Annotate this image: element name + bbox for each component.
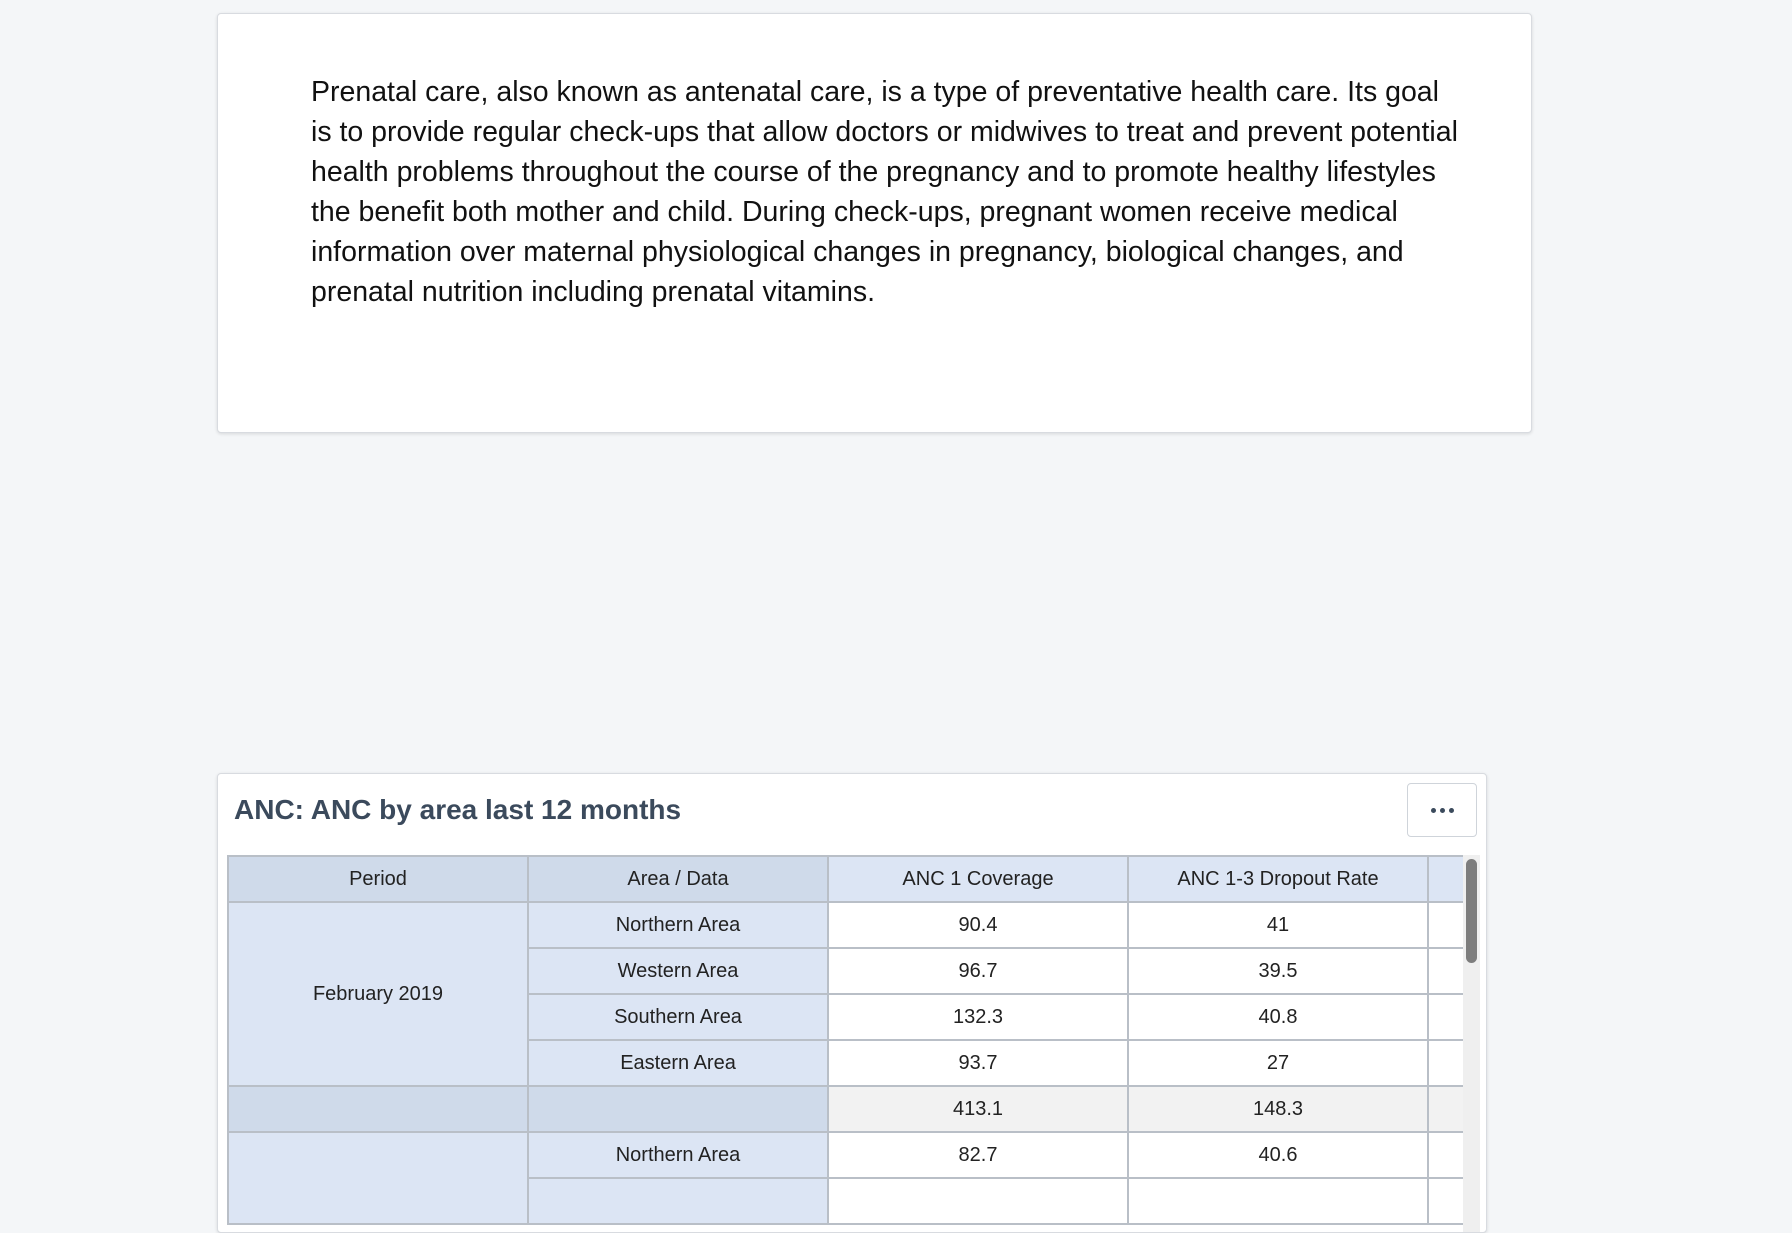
more-horizontal-icon (1429, 808, 1456, 813)
vertical-scrollbar[interactable] (1463, 855, 1480, 1233)
header-period: Period (228, 856, 528, 902)
area-cell: Northern Area (528, 1132, 828, 1178)
header-row (228, 856, 1463, 902)
value-cell: 41 (1128, 902, 1428, 948)
pivot-table-scroll-area[interactable] (227, 855, 1463, 1233)
value-cell (1428, 1040, 1463, 1086)
value-cell: 96.7 (828, 948, 1128, 994)
value-cell (1128, 1178, 1428, 1224)
area-cell: Eastern Area (528, 1040, 828, 1086)
value-cell: 82.7 (828, 1132, 1128, 1178)
total-value-cell: 148.3 (1128, 1086, 1428, 1132)
card-title: ANC: ANC by area last 12 months (234, 794, 682, 825)
period-cell: February 2019 (228, 902, 528, 1086)
value-cell: 93.7 (828, 1040, 1128, 1086)
period-cell (228, 1132, 528, 1224)
value-cell: 39.5 (1128, 948, 1428, 994)
value-cell: 40.8 (1128, 994, 1428, 1040)
description-card (217, 13, 1532, 433)
total-area-cell (528, 1086, 828, 1132)
pivot-table (227, 855, 1463, 1225)
header-anc-dropout-rate: ANC 1-3 Dropout Rate (1128, 856, 1428, 902)
value-cell (1428, 1132, 1463, 1178)
total-row (228, 1086, 1463, 1132)
value-cell (1428, 948, 1463, 994)
area-cell: Western Area (528, 948, 828, 994)
area-cell: Southern Area (528, 994, 828, 1040)
table-row (228, 1132, 1463, 1178)
description-text: Prenatal care, also known as antenatal care, is a type of preventative health care. Its goal is to provide regular check-ups that allow doctors or midwives to treat and prevent potential health problems throughout the course of the pregnancy and to promote healthy lifestyles the benefit both mother and child. During check-ups, pregnant women receive medical information over maternal physiological changes in pregnancy, biological changes, and prenatal nutrition including prenatal vitamins. (311, 76, 1458, 308)
total-value-cell: 413.1 (828, 1086, 1128, 1132)
total-period-cell (228, 1086, 528, 1132)
table-row (228, 902, 1463, 948)
header-anc1-coverage: ANC 1 Coverage (828, 856, 1128, 902)
value-cell (1428, 994, 1463, 1040)
value-cell: 40.6 (1128, 1132, 1428, 1178)
value-cell (1428, 1178, 1463, 1224)
value-cell: 132.3 (828, 994, 1128, 1040)
total-value-cell (1428, 1086, 1463, 1132)
value-cell (828, 1178, 1128, 1224)
value-cell: 27 (1128, 1040, 1428, 1086)
pivot-table-card (217, 773, 1487, 1233)
card-menu-button[interactable] (1407, 783, 1477, 837)
header-area-data: Area / Data (528, 856, 828, 902)
area-cell: Northern Area (528, 902, 828, 948)
value-cell: 90.4 (828, 902, 1128, 948)
value-cell (1428, 902, 1463, 948)
header-cell-cut-off (1428, 856, 1463, 902)
area-cell (528, 1178, 828, 1224)
scrollbar-thumb[interactable] (1466, 859, 1477, 963)
